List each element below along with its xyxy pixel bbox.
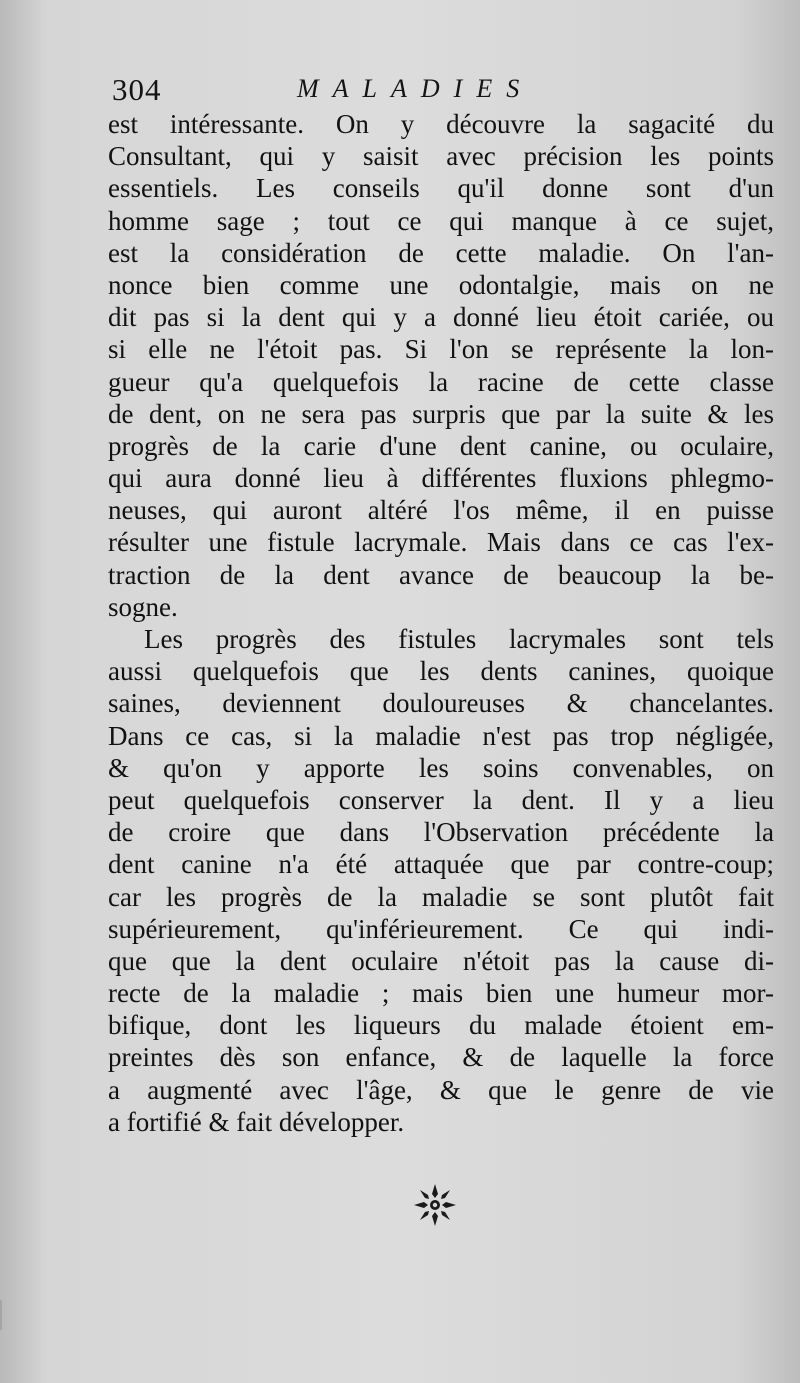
- text-line: sogne.: [108, 591, 178, 622]
- text-line: Dans ce cas, si la maladie n'est pas trop négligée,: [108, 720, 774, 751]
- text-line: a fortifié & fait développer.: [108, 1106, 405, 1137]
- text-line: preintes dès son enfance, & de laquelle la force: [108, 1042, 774, 1073]
- text-line: que que la dent oculaire n'étoit pas la cause di-: [108, 945, 774, 976]
- text-line: dent canine n'a été attaquée que par contre-coup;: [108, 849, 774, 880]
- text-line: gueur qu'a quelquefois la racine de cette classe: [108, 366, 774, 397]
- running-head: MALADIES: [297, 74, 534, 103]
- text-line: saines, deviennent douloureuses & chancelantes.: [108, 688, 774, 719]
- text-line: neuses, qui auront altéré l'os même, il en puisse: [108, 495, 774, 526]
- text-line: Les progrès des fistules lacrymales sont tels: [144, 624, 774, 654]
- text-line: résulter une fistule lacrymale. Mais dans ce cas l'ex-: [108, 527, 774, 558]
- text-line: progrès de la carie d'une dent canine, ou oculaire,: [108, 430, 774, 461]
- text-line: homme sage ; tout ce qui manque à ce sujet,: [108, 205, 774, 236]
- body-text: [108, 108, 774, 1138]
- text-line: car les progrès de la maladie se sont plutôt fait: [108, 881, 774, 912]
- show-through-bleed: [90, 1150, 770, 1310]
- text-line: nonce bien comme une odontalgie, mais on ne: [108, 269, 774, 300]
- text-line: essentiels. Les conseils qu'il donne sont d'un: [108, 173, 774, 204]
- page-number: 304: [112, 72, 162, 107]
- paragraph-2: [108, 623, 774, 1138]
- paragraph-1: [108, 108, 774, 623]
- text-line: est intéressante. On y découvre la sagacité du: [108, 109, 774, 139]
- text-line: est la considération de cette maladie. On l'an-: [108, 237, 774, 268]
- fleuron-ornament-icon: [410, 1180, 460, 1230]
- text-line: & qu'on y apporte les soins convenables, on: [108, 752, 774, 783]
- text-line: peut quelquefois conserver la dent. Il y a lieu: [108, 784, 774, 815]
- text-line: dit pas si la dent qui y a donné lieu étoit cariée, ou: [108, 302, 774, 333]
- margin-mark: [0, 1300, 8, 1330]
- text-line: recte de la maladie ; mais bien une humeur mor-: [108, 978, 774, 1009]
- text-line: bifique, dont les liqueurs du malade étoient em-: [108, 1010, 774, 1041]
- text-line: de croire que dans l'Observation précédente la: [108, 817, 774, 848]
- text-line: de dent, on ne sera pas surpris que par la suite & les: [108, 398, 774, 429]
- text-line: qui aura donné lieu à différentes fluxions phlegmo-: [108, 463, 774, 494]
- text-line: a augmenté avec l'âge, & que le genre de vie: [108, 1074, 774, 1105]
- text-line: traction de la dent avance de beaucoup la be-: [108, 559, 774, 590]
- text-line: supérieurement, qu'inférieurement. Ce qui indi-: [108, 913, 774, 944]
- text-line: si elle ne l'étoit pas. Si l'on se représente la lon-: [108, 334, 774, 365]
- text-line: Consultant, qui y saisit avec précision les points: [108, 141, 774, 172]
- text-line: aussi quelquefois que les dents canines, quoique: [108, 656, 774, 687]
- page-header: [112, 72, 582, 112]
